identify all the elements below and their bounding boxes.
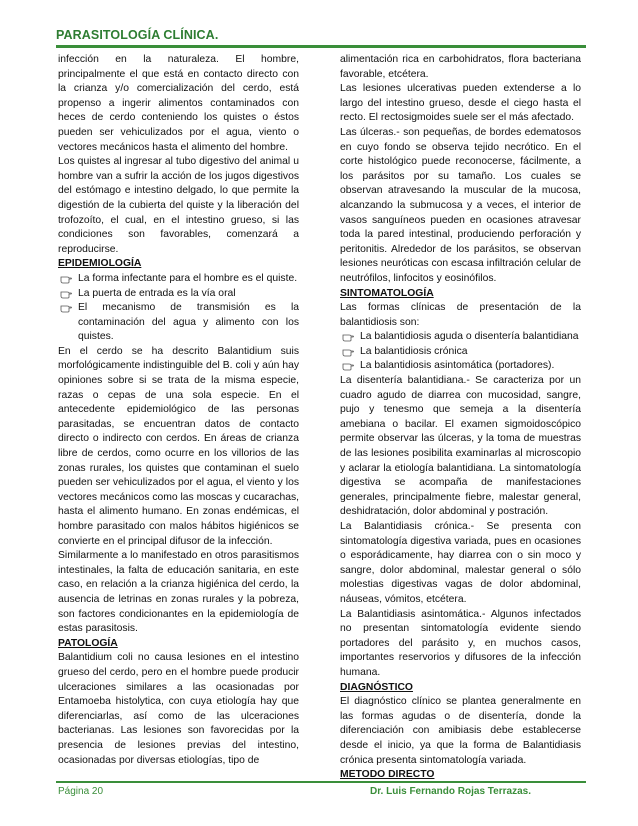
- section-heading-patologia: PATOLOGÍA: [58, 637, 118, 649]
- list-item-text: La balantidiosis aguda o disentería balantidiana: [360, 331, 579, 343]
- list-item: [340, 330, 581, 345]
- pointing-hand-icon: [342, 361, 354, 371]
- footer-divider: [56, 781, 586, 783]
- paragraph: El diagnóstico clínico se plantea generalmente en las formas agudas o de disentería, donde la diferenciación con amibiasis debe establecerse desde el inicio, ya que la forma de Balantidiasis crónica presenta sintomatología variada.: [340, 696, 581, 766]
- page-number: Página 20: [58, 786, 104, 797]
- list-item-text: La puerta de entrada es la vía oral: [78, 287, 236, 299]
- section-heading-epidemiologia: EPIDEMIOLOGÍA: [58, 258, 142, 270]
- epidemiologia-list: [58, 272, 299, 345]
- list-item: [58, 301, 299, 345]
- paragraph: Los quistes al ingresar al tubo digestivo del animal u hombre van a sufrir la acción de los jugos digestivos del estómago e intestino delgado, lo que permite la digestión de la cubierta del quiste y la liberación del trofozoíto, el cual, en el intestino grueso, si las condiciones son favorables, comenzará a reproducirse.: [58, 156, 299, 255]
- paragraph: En el cerdo se ha descrito Balantidium suis morfológicamente indistinguible del B. coli y aún hay opiniones sobre si se trata de la misma especie, razas o cepas de una sola especie. En el antecedente epidemiológico de las personas parasitadas, se encuentran datos de contacto directo o indirecto con cerdos. En áreas de crianza libre de cerdos, como ocurre en los villorios de las zonas rurales, los quistes que contaminan el suelo pueden ser vehiculizados por el agua, el viento y los vectores mecánicos como las moscas y cucarachas, hasta el alimento humano. En zonas endémicas, el hombre parasitado con malos hábitos higiénicos se convierte en el principal difusor de la infección.: [58, 345, 299, 547]
- pointing-hand-icon: [60, 274, 72, 284]
- pointing-hand-icon: [60, 289, 72, 299]
- page-header-title: PARASITOLOGÍA CLÍNICA.: [56, 28, 219, 42]
- paragraph: Las úlceras.- son pequeñas, de bordes edematosos en cuyo fondo se observa tejido necrótico. En el corte histológico puede reconocerse, fácilmente, a los parásitos por su tamaño. Los cuales se observan atravesando la muscular de la mucosa, alcanzando la submucosa y a veces, el interior de vasos sanguíneos pueden en ocasiones atravesar toda la pared intestinal, produciendo perforación y peritonitis. Alrededor de los parásitos, se observan lesiones neuróticas con escasa infiltración celular de neutrófilos, linfocitos y eosinófilos.: [340, 126, 581, 284]
- section-heading-metodo-directo: METODO DIRECTO: [340, 769, 435, 781]
- author-name: Dr. Luis Fernando Rojas Terrazas.: [370, 786, 531, 797]
- paragraph: La Balantidiasis asintomática.- Algunos infectados no presentan sintomatología evidente siendo portadores del parásito y, en muchos casos, importantes reservorios y difusores de la infección humana.: [340, 608, 581, 678]
- header-divider: [56, 45, 586, 48]
- right-column: [340, 53, 581, 783]
- paragraph: Las lesiones ulcerativas pueden extenderse a lo largo del intestino grueso, desde el ciego hasta el recto. El rectosigmoides suele ser el más afectado.: [340, 83, 581, 124]
- list-item: [340, 359, 581, 374]
- list-item-text: La forma infectante para el hombre es el quiste.: [78, 272, 298, 284]
- paragraph: Similarmente a lo manifestado en otros parasitismos intestinales, la falta de educación sanitaria, en este caso, en relación a la crianza higiénica del cerdo, la ausencia de letrinas en zonas rurales y la pobreza, son factores condicionantes en la epidemiología de estas parasitosis.: [58, 550, 299, 635]
- pointing-hand-icon: [60, 303, 72, 313]
- pointing-hand-icon: [342, 347, 354, 357]
- list-item: [340, 345, 581, 360]
- paragraph: infección en la naturaleza. El hombre, principalmente el que está en contacto directo con la crianza y/o comercialización del cerdo, está propenso a ingerir alimentos contaminados con heces de cerdo conteniendo los quistes o éstos pueden ser vehiculizados por el agua, viento o vectores mecánicos hasta el alimento del hombre.: [58, 54, 299, 153]
- section-heading-sintomatologia: SINTOMATOLOGÍA: [340, 287, 434, 299]
- list-item-text: El mecanismo de transmisión es la contaminación del agua y alimento con los quistes.: [78, 302, 299, 343]
- left-column: [58, 53, 299, 768]
- list-item-text: La balantidiosis asintomática (portadores).: [360, 360, 555, 372]
- list-item: [58, 287, 299, 302]
- paragraph: Balantidium coli no causa lesiones en el intestino grueso del cerdo, pero en el hombre puede producir ulceraciones similares a las ocasionadas por Entamoeba histolytica, con cuya etiología hay que diferenciarlas, así como de las ulceraciones bacterianas. Las lesiones son favorecidas por la presencia de lesiones previas del intestino, ocasionadas por diversas etiologías, tipo de: [58, 652, 299, 766]
- list-item: [58, 272, 299, 287]
- pointing-hand-icon: [342, 332, 354, 342]
- paragraph: Las formas clínicas de presentación de la balantidiosis son:: [340, 302, 581, 328]
- paragraph: alimentación rica en carbohidratos, flora bacteriana favorable, etcétera.: [340, 54, 581, 80]
- paragraph: La disentería balantidiana.- Se caracteriza por un cuadro agudo de diarrea con mucosidad, sangre, pujo y tenesmo que semeja a la disentería amebiana o bacilar. El examen sigmoidoscópico permite observar las úlceras, y la toma de muestras de las lesiones posibilita examinarlas al microscopio y aclarar la etiología balantidiana. La sintomatología digestiva se acompaña de manifestaciones generales, principalmente fiebre, malestar general, deshidratación, dolor abdominal y postración.: [340, 375, 581, 518]
- paragraph: La Balantidiasis crónica.- Se presenta con sintomatología digestiva variada, pues en ocasiones o esporádicamente, hay diarrea con o sin moco y sangre, dolor abdominal, malestar general o sólo molestias digestivas vagas de dolor abdominal, náuseas, vómitos, etcétera.: [340, 521, 581, 605]
- section-heading-diagnostico: DIAGNÓSTICO: [340, 681, 413, 693]
- list-item-text: La balantidiosis crónica: [360, 345, 468, 357]
- sintomatologia-list: [340, 330, 581, 374]
